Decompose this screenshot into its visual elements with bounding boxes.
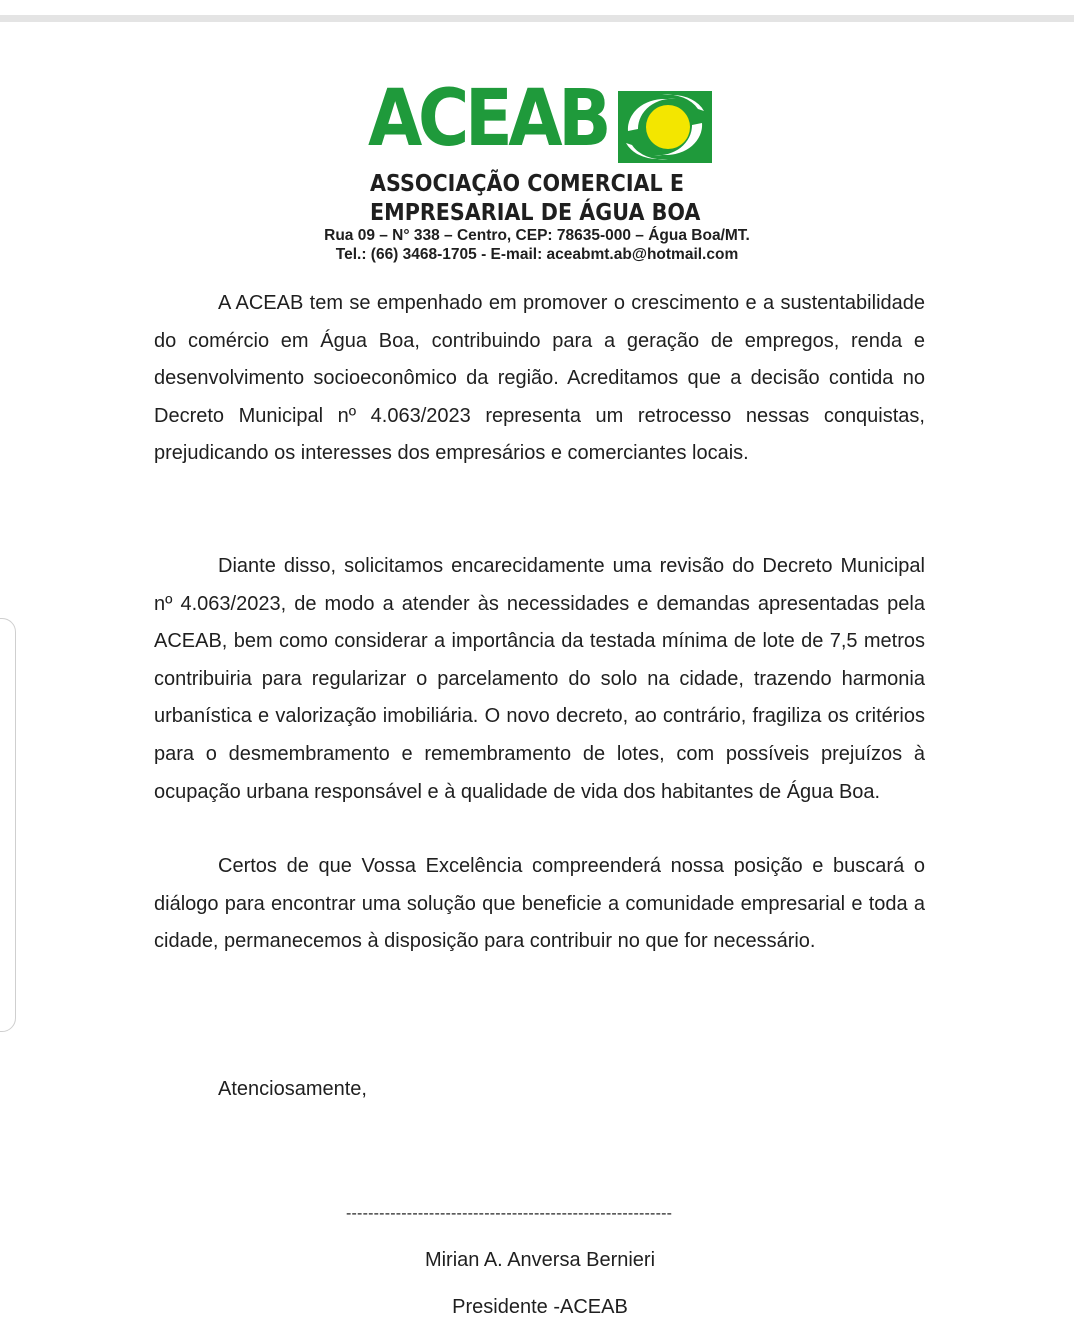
paragraph-2: Diante disso, solicitamos encarecidamente uma revisão do Decreto Municipal nº 4.063/2023, de modo a atender às necessidades e demandas apresentadas pela ACEAB, bem como considerar a importância da testada mínima de lote de 7,5 metros contribuiria para regularizar o parcelamento do solo na cidade, trazendo harmonia urbanística e valorização imobiliária. O novo decreto, ao contrário, fragiliza os critérios para o desmembramento e remembramento de lotes, com possíveis prejuízos à ocupação urbana responsável e à qualidade de vida dos habitantes de Água Boa. [154,555,925,803]
signature-line: ----------------------------------------------------------- [346,1205,673,1222]
closing-salutation: Atenciosamente, [218,1078,367,1100]
contact-line: Tel.: (66) 3468-1705 - E-mail: aceabmt.ab@hotmail.com [335,246,739,263]
logo-line-2: EMPRESARIAL DE ÁGUA BOA [370,198,701,226]
aceab-logo [368,74,718,226]
address-line: Rua 09 – N° 338 – Centro, CEP: 78635-000 – Água Boa/MT. [324,227,750,244]
logo-acronym: ACEAB [368,74,608,164]
logo-mark-icon [618,91,712,163]
logo-line-1: ASSOCIAÇÃO COMERCIAL E [370,169,685,197]
paragraph-3: Certos de que Vossa Excelência compreenderá nossa posição e buscará o diálogo para encontrar uma solução que beneficie a comunidade empresarial e toda a cidade, permanecemos à disposição para contribuir no que for necessário. [154,855,925,953]
signatory-name: Mirian A. Anversa Bernieri [424,1249,656,1271]
paragraph-1: A ACEAB tem se empenhado em promover o crescimento e a sustentabilidade do comércio em Água Boa, contribuindo para a geração de empregos, renda e desenvolvimento socioeconômico da região. Acreditamos que a decisão contida no Decreto Municipal nº 4.063/2023 representa um retrocesso nessas conquistas, prejudicando os interesses dos empresários e comerciantes locais. [154,292,925,465]
side-panel-handle[interactable] [0,618,16,1032]
signatory-title: Presidente -ACEAB [452,1296,628,1318]
top-bar [0,15,1074,22]
